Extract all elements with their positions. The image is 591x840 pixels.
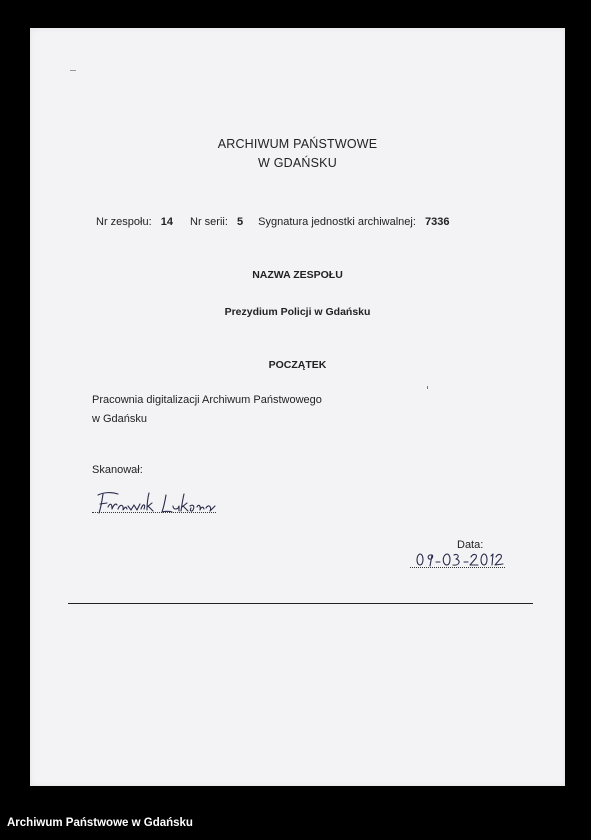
footer-archive-name: Archiwum Państwowe w Gdańsku — [7, 817, 193, 829]
skanowal-label: Skanował: — [92, 464, 143, 476]
seria-label: Nr serii: — [190, 216, 228, 228]
nazwa-zespolu-heading: NAZWA ZESPOŁU — [252, 269, 343, 281]
archive-title-line1: ARCHIWUM PAŃSTWOWE — [217, 137, 378, 151]
stray-dot — [427, 386, 428, 389]
handwritten-date — [414, 548, 506, 575]
sygnatura-value: 7336 — [424, 216, 450, 228]
stray-mark — [70, 70, 76, 71]
date-line — [410, 567, 505, 568]
nazwa-zespolu-value: Prezydium Policji w Gdańsku — [224, 306, 371, 318]
archive-title-line2: W GDAŃSKU — [258, 156, 337, 170]
signature-line — [92, 512, 216, 513]
seria-value: 5 — [236, 216, 244, 228]
zespol-label: Nr zespołu: — [96, 216, 152, 228]
horizontal-rule — [68, 603, 533, 604]
document-page — [30, 28, 565, 786]
zespol-value: 14 — [160, 216, 173, 228]
sygnatura-label: Sygnatura jednostki archiwalnej: — [258, 216, 416, 228]
data-label: Data: — [457, 539, 484, 551]
lab-name-line1: Pracownia digitalizacji Archiwum Państwowego — [92, 394, 322, 406]
poczatek-heading: POCZĄTEK — [268, 359, 327, 371]
handwritten-signature — [94, 489, 224, 522]
document-metadata — [96, 216, 449, 228]
lab-name-line2: w Gdańsku — [92, 413, 148, 425]
